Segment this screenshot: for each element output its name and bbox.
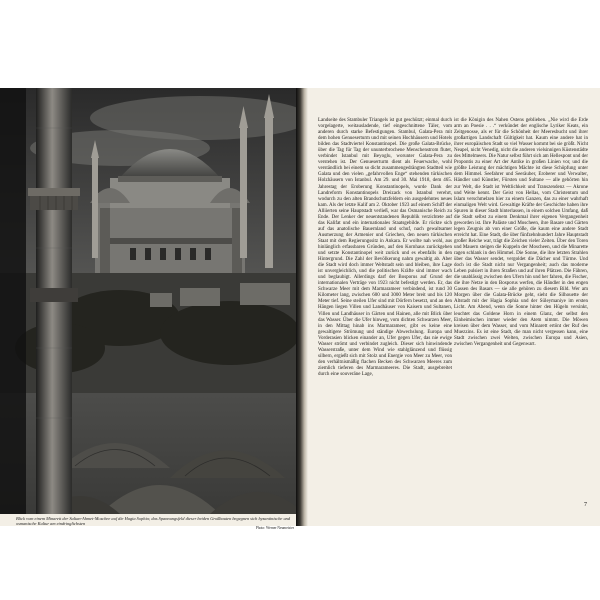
body-text-left: Landseite des Stambuler Triangels ist gut geschützt; einmal durch vorgelagerte, weitausladende, tief eingeschnittene Täler, vom anderen durch starke Befestigungen. Stambul, Galata-Pera mit dem hohen Genueserturm und mit seinen Hochhäusern und Hotels bilden das Stadtviertel Konstantinopel. Die große Galata-Brücke, über die Tag für Tag der ununterbrochene Menschenstrom flutet, verbindet Istanbul mit Beyoglu, worunter Galata-Pera zu verstehen ist. Der Genueserturm dient als Feuerwache, wohl verständlich bei einem so dicht zusammengedrängten Stadtteil wie Galata und den vielen „gefahrvollen Enge“ stehenden türkischen Holzhäusern von Istanbul. Am 29. und 30. Mai 1918, dem 465. Jahrestag der Eroberung Konstantinopels, wurde Dank der Landreform Konstantinopels Dreizack von Istanbul verehrt, wodurch zu den alten Brandschutzfeldern ein ausgedehntes neues kam. Als der letzte Kalif am 2. Oktober 1923 auf einem Schiff der Alliierten seine Hauptstadt verließ, war das Osmanische Reich zu Ende. Der Lenker der neuentstandenen Republik verzichtete auf das Kalifat und ein internationales Staatsgebilde. Er rückte sich auf das anatolische Bauernland und schuf, nach gewaltsamer Ausmerzung der Armenier und Griechen, den neuen türkischen Staat mit dem Regierungssitz in Ankara. Er wollte nah wohl, aus hinlänglich erfassbaren Gründen, auf den Kornhaus zurückgehen und setzte Konstantinopel weit zurück und es ebenfalls in den Hintergrund. Die Zahl der Bevölkerung nahm gewaltig ab. Aber die Stadt wird doch immer Weltstadt sein und bleiben, ihre Lage ist unvergleichlich, und die politischen Kräfte sind immer wach und beglaubigt. Allerdings darf der Bosporus auf Grund der internationalen Verträge von 1923 nicht befestigt werden. Er, das Schwarze Meer mit dem Marmarameer verbindend, ist rund 30 Kilometer lang, zwischen 600 und 3000 Meter breit und bis 120 Meter tief. Seine steilen Ufer sind mit Dörfern besetzt, und an den Hängen liegen Villen und Landhäuser von Kaisern und Sultanen, Villen und Landhäuser in Gärten und Hainen, alle mit Blick über das Wasser. Über die Ufer hinweg, vom dichten Schwarzen Meer, in den Mittag hinab ins Marmarameer, gibt es keine eine gewaltigere Strömung und ständige Abwechslung. Europa und Vorderasien blicken einander an, Ufer gegen Ufer, das nie ewige Wasser strömt und verbindet zugleich. Dieser sich hinwindende Wasserstraße, unter dem Wind wie stahlglänzend und flüssig silbern, ergießt sich mit Stolz und Energie von Meer zu Meer, von den verhältnismäßig flachen Becken des Schwarzen Meeres zum ziemlich tieferen des Marmarameeres. Die Stadt, ausgebreitet durch eine souveräne Lage, (318, 118, 452, 377)
body-text-right: ist die Königin des Nahen Ostens geblieben. „Nie wird die Erde arm an Poesie . . .“ verkündet der englische Lyriker Keats, ein Zeitgenosse, als er für die Schönheit der Meeresbucht und ihrer großartigen Landschaft Gültigkeit hat. Kaum eine andere hat in ihrer europäischen Stadt so viel Wasser kommt bei sie größt. Nicht Neapel, nicht Venedig, nicht die anderen vielsinnigen Küstenstädte des Mittelmeers. Die Natur selbst führt sich am Hellespont und der Propontis zu einer Art der Antike in großen Linien vor, und die größte Leistung der mächtigen Mächte ist diese Schöpfung unter dem Himmel. Seefahrer und Seeräuber, Eroberer und Verwalter, Händler und Künstler, Fürsten und Sultane — alle gehörten hin zur Welt, die Stadt ist Weltlichkeit und Transzendenz — Akrone und Weite kennt. Der Geist von Hellas, vom Christentum und Islam verschmelzen hier zu einem Ganzen, das zu einer wahrhaft einmaligen Welt wird. Gewaltige Kräfte der Geschichte haben ihre Spuren in dieser Stadt hinterlassen, in einem solchen Umfang, daß die Stadt selbst zu einem Denkmal ihrer eigenen Vergangenheit geworden ist. Ihre Paläste und Moscheen, ihre Basare und Gärten legen Zeugnis ab von einer Größe, die kaum eine andere Stadt erreicht hat. Eine Stadt, die über fünfzehnhundert Jahre Hauptstadt großer Reiche war, trägt die Zeichen vieler Zeiten. Über den Toren und Mauern steigen die Kuppeln der Moscheen, und die Minarette ragen schlank in den Himmel. Die Sonne, die ihre letzten Strahlen über das Wasser sendet, vergoldet die Dächer und Türme. Und doch ist die Stadt nicht nur Vergangenheit; auch das moderne Leben pulsiert in ihren Straßen und auf ihren Plätzen. Die Fähren, die unablässig zwischen den Ufern hin und her fahren, die Fischer, die ihre Netze in den Bosporus werfen, die Händler in den engen Gassen des Basars — sie alle gehören zu diesem Bild. Wer am Morgen über die Galata-Brücke geht, sieht die Silhouette der Altstadt mit der Hagia Sophia und der Süleymaniye im ersten Licht. Am Abend, wenn die Sonne hinter den Hügeln versinkt, leuchtet das Goldene Horn in einem Glanz, der selbst den Einheimischen immer wieder den Atem nimmt. Die Möwen kreisen über dem Wasser, und vom Minarett ertönt der Ruf des Muezzins. Es ist eine Stadt, die man nicht vergessen kann, eine Stadt zwischen zwei Welten, zwischen Europa und Asien, zwischen Vergangenheit und Gegenwart. (454, 118, 588, 347)
text-column-left (318, 118, 452, 378)
photo-hagia-sophia (0, 88, 298, 514)
book-gutter (296, 88, 308, 526)
book-spread (0, 88, 600, 531)
photo-credit: Photo: Werner Neumeister (255, 526, 294, 531)
page-number: 7 (584, 502, 587, 508)
photo-caption (16, 516, 300, 532)
text-column-right (454, 118, 588, 348)
caption-text: Blick vom einem Minarett der Sultan-Ahmet-Moschee auf die Hagia Sophia; das Spannungsfeld dieser beiden Großbauten begegnen sich byzantinische und osmanische Kultur am eindringlichsten (16, 516, 291, 527)
hagia-sophia-illustration (0, 88, 298, 514)
